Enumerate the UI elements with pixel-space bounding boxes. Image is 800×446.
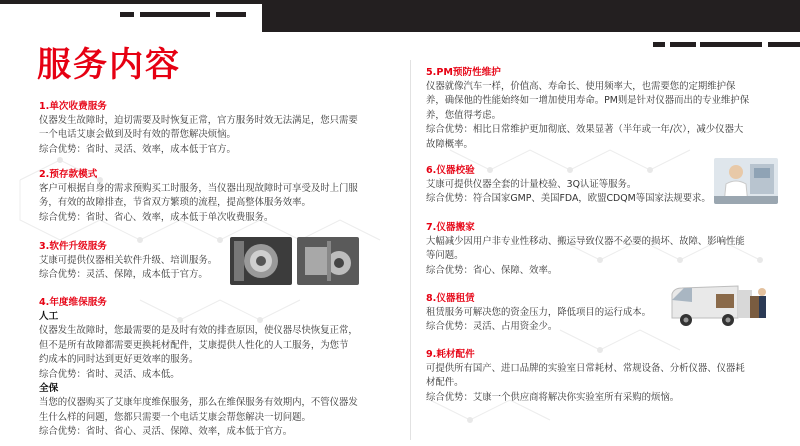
body-line: 等问题。 (426, 250, 464, 262)
body-line: 综合优势：省时、灵活、成本低。 (39, 368, 180, 380)
section-rental (426, 292, 666, 335)
decor-dash (140, 12, 210, 17)
body-line: 仪器就像汽车一样，价值高、寿命长、使用频率大，也需要您的定期维护保 (426, 81, 736, 92)
body-line: 综合优势：省时、省心、效率，成本低于单次收费服务。 (39, 211, 274, 223)
decor-dash (216, 12, 246, 17)
section-annual-maintenance (39, 296, 389, 440)
body-line: 故障概率。 (426, 138, 473, 150)
body-line: 材配件。 (426, 377, 464, 389)
body-line: 艾康可提供仪器相关软件升级、培训服务。 (39, 255, 218, 266)
body-line: 一个电话艾康会做到及时有效的帮您解决烦恼。 (39, 129, 236, 141)
body-line: 务，有效的故障排查，节省双方繁琐的流程，提高整体服务效率。 (39, 197, 311, 209)
section-title: 6.仪器校验 (426, 165, 475, 176)
body-line: 养，您值得考虑。 (426, 109, 502, 121)
header-dark-band (262, 0, 800, 32)
body-line: 可提供所有国产、进口品牌的实验室日常耗材、常规设备、分析仪器、仪器耗 (426, 363, 745, 374)
body-line: 生什么样的问题，您都只需要一个电话艾康会帮您解决一切问题。 (39, 411, 311, 423)
body-line: 综合优势：艾康一个供应商将解决你实验室所有采购的烦恼。 (426, 391, 680, 403)
moving-truck-photo (666, 278, 776, 328)
body-line: 养，确保他的性能始终如一增加使用寿命。PM则是针对仪器而出的专业维护保 (426, 95, 750, 107)
section-title: 8.仪器租赁 (426, 293, 475, 304)
decor-dash (700, 42, 762, 47)
section-title: 5.PM预防性维护 (426, 67, 501, 78)
body-line: 但不是所有故障都需要更换耗材配件，艾康提供人性化的人工服务，为您节 (39, 339, 349, 351)
body-line: 约成本的同时达到更好更效率的服务。 (39, 354, 199, 366)
body-line: 客户可根据自身的需求预购买工时服务，当仪器出现故障时可享受及时上门服 (39, 183, 358, 194)
section-title: 9.耗材配件 (426, 349, 475, 360)
section-single-charge (39, 100, 389, 157)
decor-dash (653, 42, 665, 47)
body-line: 仪器发生故障时，您最需要的是及时有效的排查原因，使仪器尽快恢复正常， (39, 325, 358, 337)
column-divider (410, 60, 411, 440)
machine-part-photo (230, 237, 292, 285)
top-accent-bar (0, 0, 262, 4)
decor-dash (120, 12, 134, 17)
body-line: 综合优势：省心、保障、效率。 (426, 264, 558, 276)
section-title: 7.仪器搬家 (426, 222, 475, 233)
subsection-title: 人工 (39, 311, 59, 322)
body-line: 综合优势：灵活、保障，成本低于官方。 (39, 269, 208, 281)
section-title: 2.预存款模式 (39, 169, 98, 180)
body-line: 当您的仪器购买了艾康年度维保服务，那么在维保服务有效期内，不管仪器发 (39, 397, 358, 409)
section-title: 3.软件升级服务 (39, 241, 107, 252)
decor-dash (670, 42, 696, 47)
section-title: 1.单次收费服务 (39, 101, 107, 112)
section-consumables (426, 348, 776, 405)
body-line: 综合优势：省时、省心、灵活、保障、效率，成本低于官方。 (39, 426, 293, 438)
body-line: 仪器发生故障时，迫切需要及时恢复正常，官方服务时效无法满足，您只需要 (39, 115, 358, 126)
lab-technician-photo (714, 158, 778, 204)
body-line: 综合优势：灵活、占用资金少。 (426, 321, 558, 333)
section-relocation (426, 221, 776, 278)
body-line: 艾康可提供仪器全套的计量校验、3Q认证等服务。 (426, 179, 637, 190)
subsection-title: 全保 (39, 383, 59, 395)
body-line: 综合优势：省时、灵活、效率，成本低于官方。 (39, 143, 236, 155)
body-line: 综合优势：相比日常维护更加彻底、效果显著（半年或一年/次），减少仪器大 (426, 124, 744, 136)
body-line: 综合优势：符合国家GMP、美国FDA，欧盟CDQM等国家法规要求。 (426, 193, 711, 205)
page-title: 服务内容 (37, 45, 181, 85)
section-prepaid (39, 168, 389, 225)
decor-dash (768, 42, 800, 47)
section-title: 4.年度维保服务 (39, 297, 107, 308)
section-software-upgrade (39, 240, 229, 283)
section-pm-maintenance (426, 66, 776, 152)
body-line: 大幅减少因用户非专业性移动、搬运导致仪器不必要的损坏、故障、影响性能 (426, 236, 745, 247)
machine-part-photo-2 (297, 237, 359, 285)
body-line: 租赁服务可解决您的资金压力，降低项目的运行成本。 (426, 307, 652, 318)
